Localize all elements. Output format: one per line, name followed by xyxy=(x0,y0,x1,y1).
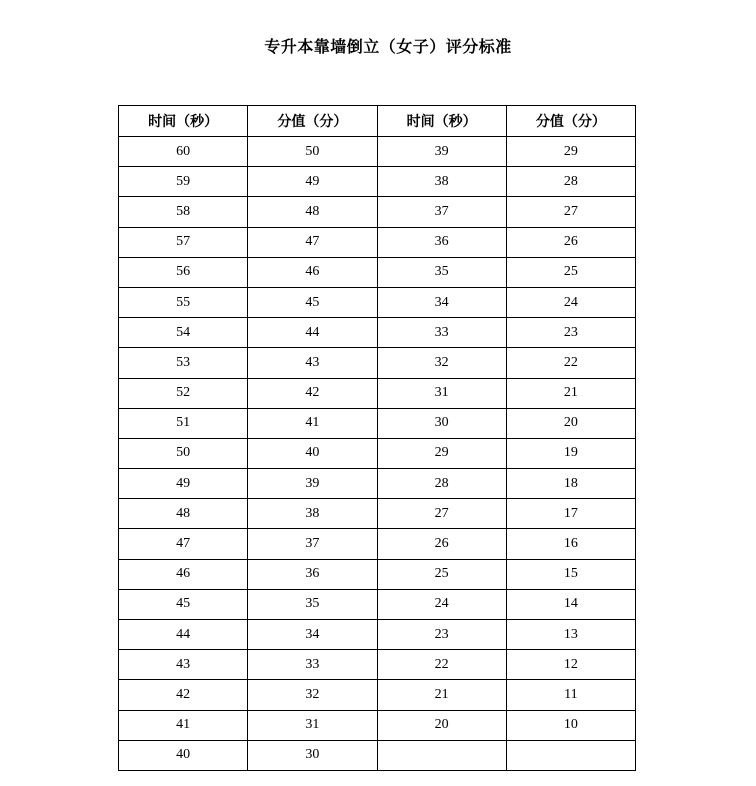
cell-score-2: 29 xyxy=(506,137,635,167)
cell-score-2: 21 xyxy=(506,378,635,408)
table-row xyxy=(119,529,636,559)
cell-time-1: 53 xyxy=(119,348,248,378)
cell-time-1: 42 xyxy=(119,680,248,710)
cell-score-1: 33 xyxy=(248,650,377,680)
header-time-2: 时间（秒） xyxy=(377,106,506,137)
table-row xyxy=(119,620,636,650)
cell-score-1: 50 xyxy=(248,137,377,167)
table-row xyxy=(119,740,636,770)
cell-score-1: 47 xyxy=(248,227,377,257)
table-row xyxy=(119,438,636,468)
table-row xyxy=(119,318,636,348)
cell-time-2: 34 xyxy=(377,287,506,317)
table-row xyxy=(119,559,636,589)
cell-score-2: 15 xyxy=(506,559,635,589)
cell-score-1: 36 xyxy=(248,559,377,589)
cell-time-2: 20 xyxy=(377,710,506,740)
table-row xyxy=(119,227,636,257)
table-row xyxy=(119,469,636,499)
cell-score-1: 49 xyxy=(248,167,377,197)
cell-time-1: 50 xyxy=(119,438,248,468)
table-row xyxy=(119,408,636,438)
cell-time-2: 27 xyxy=(377,499,506,529)
cell-score-1: 40 xyxy=(248,438,377,468)
cell-time-1: 59 xyxy=(119,167,248,197)
table-row xyxy=(119,680,636,710)
cell-score-1: 38 xyxy=(248,499,377,529)
table-body xyxy=(119,137,636,771)
cell-score-2: 16 xyxy=(506,529,635,559)
cell-time-1: 40 xyxy=(119,740,248,770)
cell-score-2: 26 xyxy=(506,227,635,257)
cell-time-2: 22 xyxy=(377,650,506,680)
cell-time-2: 21 xyxy=(377,680,506,710)
cell-score-1: 37 xyxy=(248,529,377,559)
header-time-1: 时间（秒） xyxy=(119,106,248,137)
cell-score-1: 42 xyxy=(248,378,377,408)
table-row xyxy=(119,650,636,680)
cell-time-1: 52 xyxy=(119,378,248,408)
cell-score-2: 10 xyxy=(506,710,635,740)
cell-time-1: 43 xyxy=(119,650,248,680)
cell-time-1: 47 xyxy=(119,529,248,559)
table-header-row xyxy=(119,106,636,137)
table-row xyxy=(119,137,636,167)
table-row xyxy=(119,257,636,287)
cell-score-2: 12 xyxy=(506,650,635,680)
cell-time-2: 30 xyxy=(377,408,506,438)
cell-time-1: 46 xyxy=(119,559,248,589)
cell-time-2: 35 xyxy=(377,257,506,287)
cell-score-2 xyxy=(506,740,635,770)
cell-time-2: 37 xyxy=(377,197,506,227)
header-score-1: 分值（分） xyxy=(248,106,377,137)
table-row xyxy=(119,378,636,408)
cell-score-2: 19 xyxy=(506,438,635,468)
header-score-2: 分值（分） xyxy=(506,106,635,137)
table-row xyxy=(119,710,636,740)
cell-time-2: 38 xyxy=(377,167,506,197)
cell-score-2: 27 xyxy=(506,197,635,227)
cell-time-1: 44 xyxy=(119,620,248,650)
table-row xyxy=(119,287,636,317)
cell-score-1: 31 xyxy=(248,710,377,740)
cell-time-1: 51 xyxy=(119,408,248,438)
cell-score-2: 14 xyxy=(506,589,635,619)
cell-time-1: 56 xyxy=(119,257,248,287)
cell-time-2: 31 xyxy=(377,378,506,408)
cell-time-2: 29 xyxy=(377,438,506,468)
cell-score-1: 34 xyxy=(248,620,377,650)
cell-score-1: 30 xyxy=(248,740,377,770)
page-title: 专升本靠墙倒立（女子）评分标准 xyxy=(264,37,512,56)
cell-time-2: 28 xyxy=(377,469,506,499)
cell-score-2: 22 xyxy=(506,348,635,378)
cell-score-1: 35 xyxy=(248,589,377,619)
cell-time-1: 55 xyxy=(119,287,248,317)
cell-time-1: 60 xyxy=(119,137,248,167)
cell-time-1: 41 xyxy=(119,710,248,740)
cell-time-1: 48 xyxy=(119,499,248,529)
cell-score-2: 17 xyxy=(506,499,635,529)
cell-time-1: 57 xyxy=(119,227,248,257)
cell-time-1: 45 xyxy=(119,589,248,619)
cell-score-1: 45 xyxy=(248,287,377,317)
cell-score-1: 46 xyxy=(248,257,377,287)
table-row xyxy=(119,589,636,619)
cell-time-2: 25 xyxy=(377,559,506,589)
cell-score-1: 32 xyxy=(248,680,377,710)
table-row xyxy=(119,167,636,197)
cell-time-2: 32 xyxy=(377,348,506,378)
cell-time-2: 36 xyxy=(377,227,506,257)
cell-score-2: 24 xyxy=(506,287,635,317)
cell-score-1: 41 xyxy=(248,408,377,438)
cell-time-2: 24 xyxy=(377,589,506,619)
cell-time-2 xyxy=(377,740,506,770)
cell-time-1: 49 xyxy=(119,469,248,499)
cell-time-2: 33 xyxy=(377,318,506,348)
cell-score-2: 28 xyxy=(506,167,635,197)
cell-score-1: 39 xyxy=(248,469,377,499)
table-row xyxy=(119,499,636,529)
table-row xyxy=(119,348,636,378)
cell-score-2: 11 xyxy=(506,680,635,710)
cell-time-2: 23 xyxy=(377,620,506,650)
cell-score-1: 48 xyxy=(248,197,377,227)
cell-score-1: 44 xyxy=(248,318,377,348)
cell-score-2: 20 xyxy=(506,408,635,438)
cell-score-1: 43 xyxy=(248,348,377,378)
cell-time-2: 39 xyxy=(377,137,506,167)
cell-score-2: 18 xyxy=(506,469,635,499)
scoring-table xyxy=(118,105,636,771)
cell-time-1: 54 xyxy=(119,318,248,348)
cell-score-2: 23 xyxy=(506,318,635,348)
cell-score-2: 25 xyxy=(506,257,635,287)
table-row xyxy=(119,197,636,227)
cell-time-1: 58 xyxy=(119,197,248,227)
cell-time-2: 26 xyxy=(377,529,506,559)
cell-score-2: 13 xyxy=(506,620,635,650)
